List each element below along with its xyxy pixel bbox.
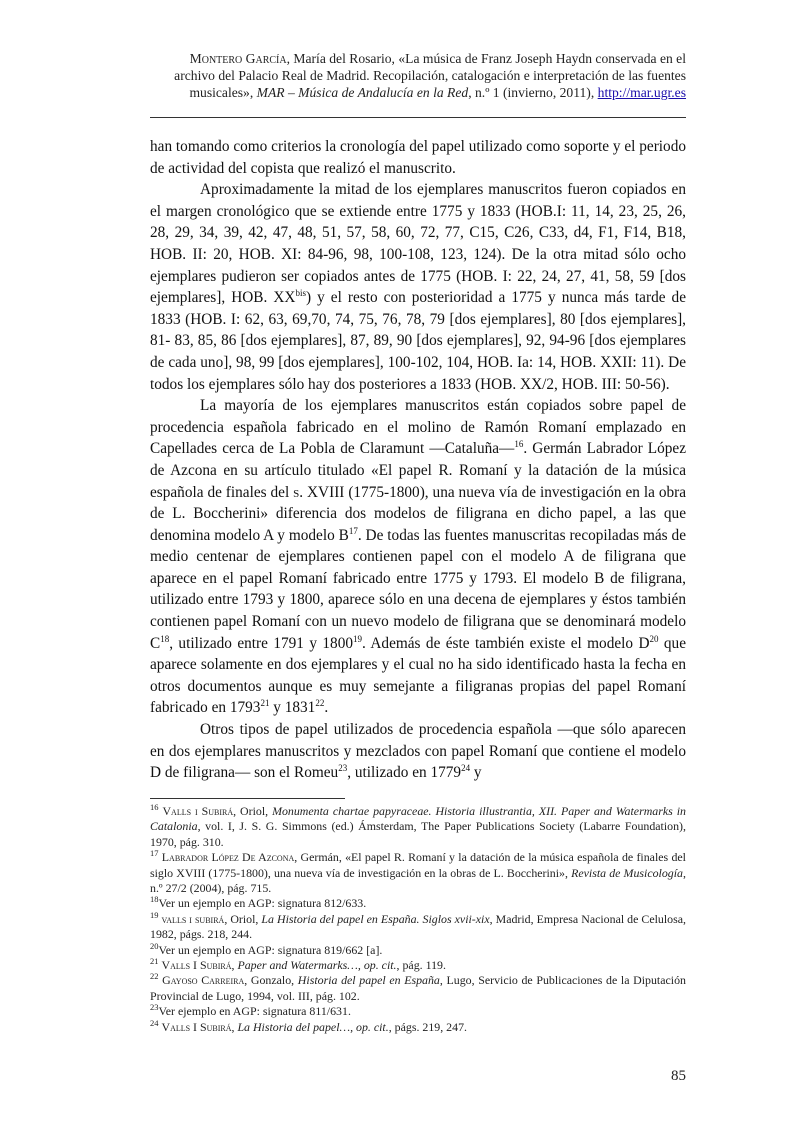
footnote-ref-22[interactable]: 22 xyxy=(315,698,325,709)
footnote-ref-16[interactable]: 16 xyxy=(514,439,524,450)
footnote-ref-20[interactable]: 20 xyxy=(649,633,659,644)
footnote-ref-18[interactable]: 18 xyxy=(160,633,170,644)
footnote-ref-23[interactable]: 23 xyxy=(338,763,348,774)
footnote: $^{18}$Ver un ejemplo en AGP: signatura 812/633. xyxy=(150,894,367,911)
footnote: $^{16}$ Valls i Subirá, Oriol, Monumenta chartae papyraceae. Historia illustrantia, XII. Paper and Watermarks in Catalonia, vol. I, J. S. G. Simmons (ed.) Ámsterdam, The Paper Publications Society (Labarre Foundation), 1970, pág. 310. xyxy=(150,802,686,849)
footnotes xyxy=(150,804,686,1035)
paragraph-4: Otros tipos de papel utilizados de procedencia española —que sólo aparecen en dos ejemplares manuscritos y mezclados con papel Romaní que contiene el modelo D de filigrana— son el Romeu$^{23}$, utilizado en 1779$^{24}$ y xyxy=(150,721,686,782)
paragraph-3: La mayoría de los ejemplares manuscritos están copiados sobre papel de procedencia española fabricado en el molino de Ramón Romaní emplazado en Capellades cerca de La Pobla de Claramunt —Cataluña—$^{16}$. Germán Labrador López de Azcona en su artículo titulado «El papel R. Romaní y la datación de la música española de finales del s. XVIII (1775-1800), una nueva vía de investigación en la obra de L. Boccherini» diferencia dos modelos de filigrana en dicho papel, a las que denomina modelo A y modelo $B^{17}$. De todas las fuentes manuscritas recopiladas más de medio centenar de ejemplares contienen papel con el modelo A de filigrana que aparece en el papel Romaní fabricado entre 1775 y 1793. El modelo B de filigrana, utilizado entre 1793 y 1800, aparece sólo en una decena de ejemplares y éstos también contienen papel Romaní con un nuevo modelo de filigrana que se denominará modelo $C^{18}$, utilizado entre 1791 y 1800$^{19}$. Además de éste también existe el modelo $D^{20}$ que aparece solamente en dos ejemplares y el cual no ha sido identificado hasta la fecha en otros documentos aunque es muy semejante a filigranas propias del papel Romaní fabricado en 1793$^{21}$ y 1831$^{22}$. xyxy=(150,397,686,717)
running-header xyxy=(150,50,686,101)
page-number: 85 xyxy=(671,1068,686,1084)
paragraph-2: Aproximadamente la mitad de los ejemplares manuscritos fueron copiados en el margen cronológico que se extiende entre 1775 y 1833 (HOB.I: 11, 14, 23, 25, 26, 28, 29, 34, 39, 42, 47, 48, 51, 57, 58, 60, 72, 77, C15, C26, C33, d4, F1, F14, B18, HOB. II: 20, HOB. XI: 84-96, 98, 100-108, 123, 124). De la otra mitad sólo ocho ejemplares pudieron ser copiados antes de 1775 (HOB. I: 22, 24, 27, 41, 58, 59 [dos ejemplares], HOB. $XX^{bis}$) y el resto con posterioridad a 1775 y nunca más tarde de 1833 (HOB. I: 62, 63, 69,70, 74, 75, 76, 78, 79 [dos ejemplares], 80 [dos ejemplares], 81- 83, 85, 86 [dos ejemplares], 87, 89, 90 [dos ejemplares], 92, 94-96 [dos ejemplares de cada uno], 98, 99 [dos ejemplares], 100-102, 104, HOB. Ia: 14, HOB. XXII: 11). De todos los ejemplares sólo hay dos posteriores a 1833 (HOB. XX/2, HOB. III: 50-56). xyxy=(150,181,686,393)
header-author-rest: , María del Rosario, «La música de Franz Joseph Haydn conservada en el archivo del Palacio Real de Madrid. Recopilación, catalogación e interpretación de las fuentes musicales», xyxy=(174,51,686,100)
footnote-divider xyxy=(150,798,345,799)
footnote: $^{23}$Ver ejemplo en AGP: signatura 811/631. xyxy=(150,1002,351,1019)
main-text xyxy=(150,136,686,784)
header-divider xyxy=(150,117,686,118)
paragraph-1: han tomando como criterios la cronología del papel utilizado como soporte y el periodo de actividad del copista que realizó el manuscrito. xyxy=(150,138,686,177)
footnote: $^{22}$ Gayoso Carreira, Gonzalo, Historia del papel en España, Lugo, Servicio de Publicaciones de la Diputación Provincial de Lugo, 1994, vol. III, pág. 102. xyxy=(150,971,686,1003)
footnote: $^{24}$ Valls I Subirá, La Historia del papel…, op. cit., págs. 219, 247. xyxy=(150,1017,467,1034)
header-journal: MAR – Música de Andalucía en la Red xyxy=(256,85,469,100)
footnote: $^{17}$ Labrador López De Azcona, Germán, «El papel R. Romaní y la datación de la música española de finales del siglo XVIII (1775-1800), una nueva vía de investigación en la obras de L. Boccherini», Revista de Musicología, n.º 27/2 (2004), pág. 715. xyxy=(150,848,686,896)
footnote-ref-24[interactable]: 24 xyxy=(461,763,471,774)
footnote-ref-21[interactable]: 21 xyxy=(260,698,270,709)
footnote: $^{19}$ valls i subirá, Oriol, La Historia del papel en España. Siglos xvii-xix, Madrid, Empresa Nacional de Celulosa, 1982, págs. 218, 244. xyxy=(150,909,686,942)
superscript-bis: bis xyxy=(295,288,306,299)
footnote-ref-19[interactable]: 19 xyxy=(353,633,362,644)
header-author: Montero García xyxy=(189,51,287,66)
footnote-ref-17[interactable]: 17 xyxy=(348,525,358,536)
footnote: $^{21}$ Valls I Subirá, Paper and Watermarks…, op. cit., pág. 119. xyxy=(150,956,446,973)
footnote: $^{20}$Ver un ejemplo en AGP: signatura 819/662 [a]. xyxy=(150,940,383,957)
header-url-link[interactable]: http://mar.ugr.es xyxy=(597,85,686,100)
header-issue: , n.º 1 (invierno, 2011), xyxy=(468,85,598,100)
